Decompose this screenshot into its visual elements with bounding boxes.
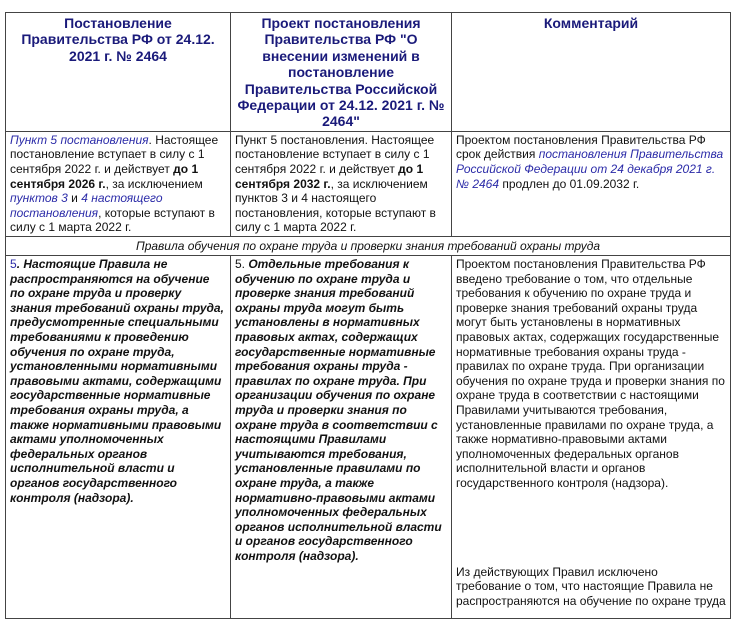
bold-date: до 1 сентября 2026 г. [10,162,199,191]
text: Проектом постановления Правительства РФ срок действия [456,132,706,162]
section-title: Правила обучения по охране труда и проверки знания требований охраны труда [6,237,731,256]
link-item-5[interactable]: 5 [10,257,17,271]
header-current-decree: Постановление Правительства РФ от 24.12. 2021 г. № 2464 [6,13,231,132]
row2-current-cell [6,256,231,619]
table-row [6,131,731,236]
row2-draft-cell [231,256,452,619]
header-draft-decree: Проект постановления Правительства РФ "О внесении изменений в постановление Правительства Российской Федерации от 24.12. 2021 г. № 2464" [231,13,452,132]
row1-draft-cell [231,131,452,236]
text: и [67,191,82,206]
row2-comment-cell [452,256,731,619]
comment-paragraph: Из действующих Правил исключено требование о том, что настоящие Правила не распространяются на обучение по охране труда [456,564,726,608]
link-punkt-3[interactable]: пунктов 3 [10,191,68,206]
header-row [6,13,731,132]
header-comment: Комментарий [452,13,731,132]
text: , за исключением пунктов 3 и 4 настоящего постановления, которые вступают в силу с 1 марта 2022 г. [235,176,436,235]
text: продлен до 01.09.2032 г. [499,176,640,191]
text: . Настоящее постановление вступает в силу с 1 сентября 2022 г. и действует [10,132,219,177]
table-row [6,256,731,619]
section-row [6,237,731,256]
text: Пункт 5 постановления. Настоящее постановление вступает в силу с 1 сентября 2022 г. и действует [235,132,435,177]
text: Отдельные требования к обучению по охране труда и проверке знания требований охраны труда могут быть установлены в нормативных правовых актах, содержащих государственные нормативные требования охраны труда - правилах по охране труда. При организации обучения по охране труда и проверки знания по охране труда в соответствии с настоящими Правилами учитываются требования, установленные правилами по охране труда, а также нормативно-правовыми актами уполномоченных федеральных органов исполнительной власти и органов государственного контроля (надзора). [235,257,442,563]
row1-comment-cell [452,131,731,236]
row1-current-cell [6,131,231,236]
bold-date: до 1 сентября 2032 г. [235,162,424,191]
text: . Настоящие Правила не распространяются на обучение по охране труда и проверку знания требований охраны труда, предусмотренные специальными требованиями к проведению обучения по охране труда, установленными нормативными правовыми актами, содержащими государственные нормативные требования охраны труда, а также нормативными правовыми актами уполномоченных федеральных органов исполнительной власти и органов государственного контроля (надзора). [10,257,224,505]
spacer [456,491,726,565]
link-decree-2464[interactable]: постановления Правительства Российской Федерации от 24 декабря 2021 г. № 2464 [456,147,724,191]
comparison-table [5,12,731,619]
comment-paragraph: Проектом постановления Правительства РФ введено требование о том, что отдельные требования к обучению по охране труда и проверке знания требований охраны труда могут быть установлены в нормативных правовых актах, содержащих государственные нормативные требования охраны труда - правилах по охране труда. При организации обучения по охране труда и проверки знания по охране труда в соответствии с настоящими Правилами учитываются требования, установленные правилами по охране труда, а также нормативно-правовыми актами уполномоченных федеральных органов исполнительной власти и органов государственного контроля (надзора). [456,257,725,490]
link-punkt-4[interactable]: 4 настоящего постановления [10,191,163,220]
text: , которые вступают в силу с 1 марта 2022 г. [10,205,215,235]
link-punkt-5[interactable]: Пункт 5 постановления [10,132,149,147]
text: , за исключением [105,176,203,191]
item-number: 5. [235,257,249,271]
